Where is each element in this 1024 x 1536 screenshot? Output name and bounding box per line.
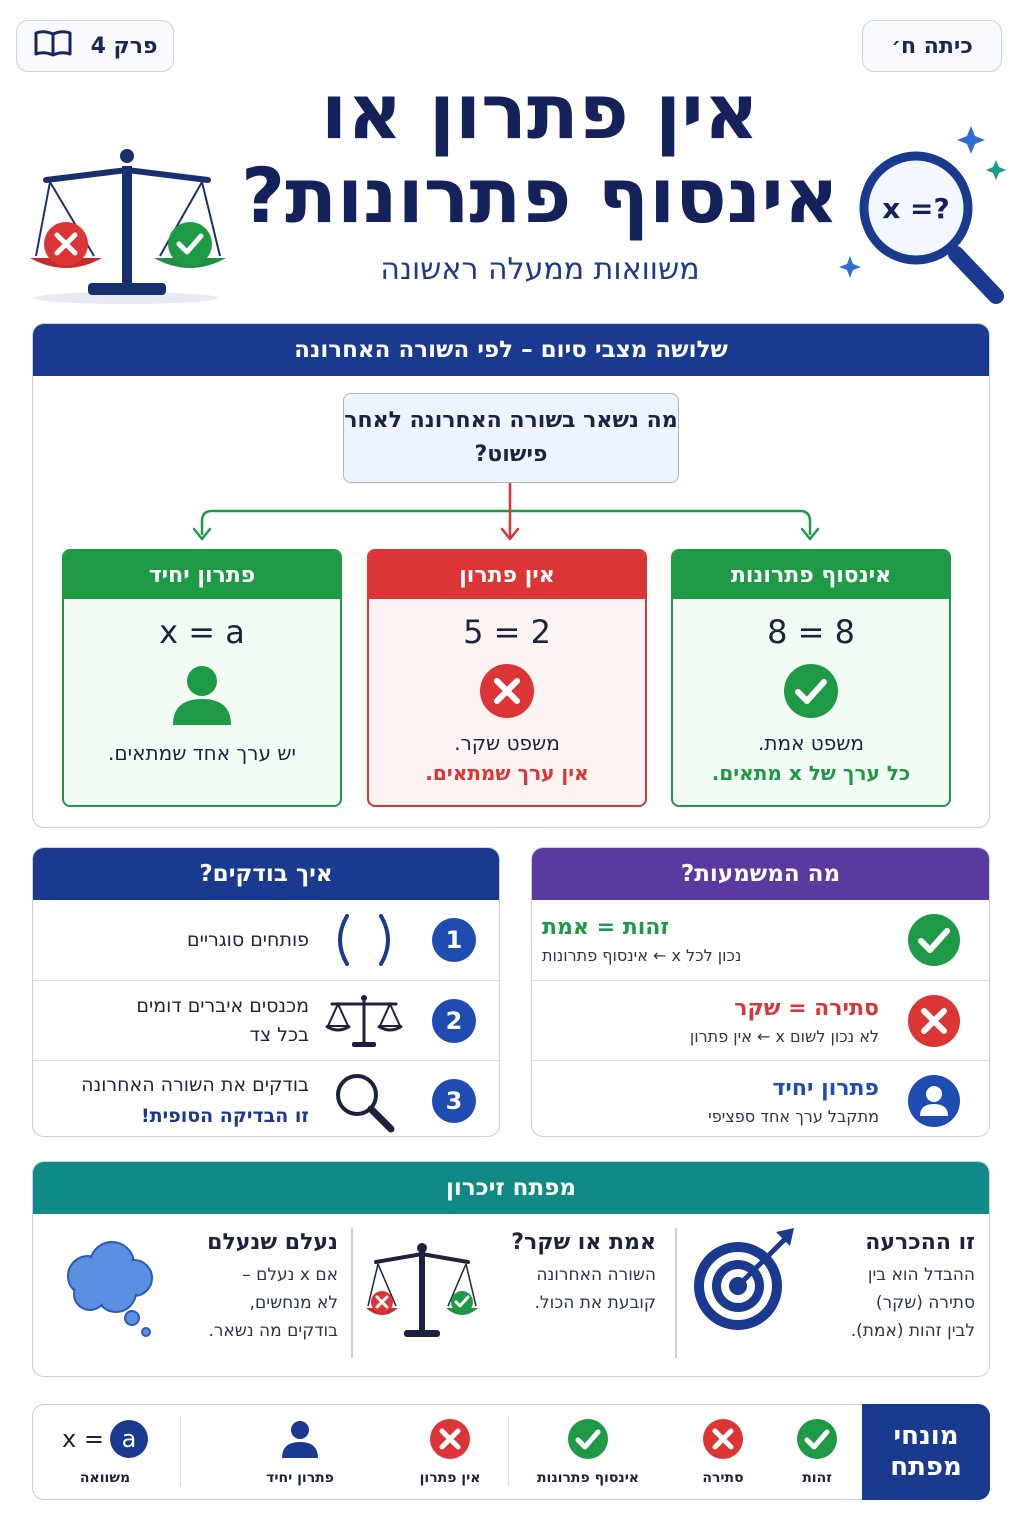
thought-cloud-icon [60, 1236, 160, 1344]
check-icon [673, 663, 949, 719]
card-infinite-title: אינסוף פתרונות [673, 551, 949, 599]
check-icon [879, 913, 989, 967]
key-terms-title [862, 1404, 990, 1500]
divider [180, 1416, 181, 1486]
step-1-text: פותחים סוגריים [186, 929, 309, 951]
scale-illustration [26, 146, 236, 310]
legend-unique [240, 1418, 360, 1486]
page-title-line1: אין פתרון או [321, 67, 759, 156]
check-step-3 [33, 1060, 499, 1137]
outcomes-heading: שלושה מצבי סיום – לפי השורה האחרונה [33, 324, 989, 376]
card-unique-title: פתרון יחיד [64, 551, 340, 599]
x-icon [429, 1418, 471, 1460]
step-number: 2 [432, 999, 476, 1043]
card-none-line2: אין ערך שמתאים. [425, 761, 589, 785]
legend-no-solution-label: אין פתרון [419, 1470, 481, 1486]
step-number: 3 [432, 1079, 476, 1123]
question-text: מה נשאר בשורה האחרונה לאחר פישוט? [344, 407, 678, 467]
parentheses-icon [319, 912, 409, 968]
meaning-identity-sub: נכון לכל x ← אינסוף פתרונות [542, 946, 742, 965]
meaning-row-identity [532, 900, 989, 980]
memory-truefalse-title: אמת או שקר? [511, 1230, 656, 1255]
legend-equation-label: משוואה [79, 1470, 131, 1486]
legend-contradiction [683, 1418, 763, 1486]
check-step-1 [33, 900, 499, 980]
memory-item-vanishing-x [168, 1230, 338, 1362]
person-icon [64, 663, 340, 725]
step-3-line1: בודקים את השורה האחרונה [81, 1074, 309, 1097]
meaning-panel [531, 847, 990, 1137]
meaning-contradiction-title: סתירה = שקר [734, 995, 879, 1021]
branch-arrows [190, 483, 830, 549]
card-no-solution [367, 549, 647, 807]
check-icon [796, 1418, 838, 1460]
legend-contradiction-label: סתירה [702, 1470, 744, 1486]
grade-badge [862, 20, 1002, 72]
meaning-unique-sub: מתקבל ערך אחד ספציפי [708, 1106, 879, 1126]
legend-equation [50, 1418, 160, 1486]
check-icon [567, 1418, 609, 1460]
card-infinite-solutions [671, 549, 951, 807]
x-icon [369, 663, 645, 719]
balance-scale-icon [319, 992, 409, 1050]
legend-infinite [520, 1418, 656, 1486]
meaning-unique-title: פתרון יחיד [772, 1075, 879, 1101]
legend-infinite-label: אינסוף פתרונות [536, 1470, 640, 1486]
meaning-contradiction-sub: לא נכון לשום x ← אין פתרון [689, 1026, 879, 1046]
legend-identity [777, 1418, 857, 1486]
memory-vanishing-line2: לא מנחשים, [249, 1293, 338, 1314]
memory-decision-line3: לבין זהות (אמת). [850, 1321, 975, 1342]
meaning-identity-title: זהות = אמת [542, 915, 670, 940]
key-terms-title-line2: מפתח [890, 1452, 962, 1482]
memory-item-decision [805, 1230, 975, 1362]
person-icon [879, 1074, 989, 1128]
person-icon [279, 1418, 321, 1460]
legend-no-solution [390, 1418, 510, 1486]
step-number: 1 [432, 918, 476, 962]
check-heading: איך בודקים? [33, 848, 499, 900]
divider [351, 1228, 353, 1358]
card-infinite-line1: משפט אמת. [757, 731, 865, 755]
page-title-line2: אינסוף פתרונות? [241, 151, 839, 240]
scale-true-false-icon [364, 1240, 480, 1344]
card-unique-line1: יש ערך אחד שמתאים. [108, 741, 296, 765]
question-box [343, 393, 679, 483]
step-2-line1: מכנסים איברים דומים [136, 995, 309, 1017]
divider [675, 1228, 677, 1358]
memory-decision-line2: סתירה (שקר) [875, 1293, 975, 1314]
x-icon [879, 994, 989, 1048]
memory-key-heading: מפתח זיכרון [33, 1162, 989, 1214]
book-icon [33, 28, 73, 64]
memory-vanishing-title: נעלם שנעלם [207, 1230, 338, 1255]
card-infinite-equation: 8 = 8 [767, 613, 855, 651]
chapter-badge [16, 20, 174, 72]
card-infinite-line2: כל ערך של x מתאים. [711, 761, 911, 785]
memory-decision-line1: ההבדל הוא בין [867, 1265, 975, 1285]
card-none-line1: משפט שקר. [454, 731, 560, 755]
card-unique-solution [62, 549, 342, 807]
grade-label: כיתה ח׳ [891, 33, 973, 59]
meaning-row-unique [532, 1060, 989, 1137]
equation-icon-a: a [110, 1420, 148, 1458]
equation-icon [62, 1418, 148, 1460]
page-subtitle: משוואות ממעלה ראשונה [380, 252, 700, 287]
check-panel [32, 847, 500, 1137]
equation-icon-x: x = [62, 1425, 104, 1453]
target-icon [692, 1226, 802, 1342]
legend-identity-label: זהות [802, 1470, 832, 1486]
key-terms-title-line1: מונחי [893, 1420, 959, 1451]
magnifier-illustration [836, 116, 1016, 320]
memory-item-true-false [486, 1230, 656, 1362]
memory-decision-title: זו ההכרעה [865, 1230, 975, 1255]
magnifier-equation: x =? [882, 192, 950, 225]
magnifier-icon [319, 1069, 409, 1133]
chapter-label: פרק 4 [90, 33, 158, 59]
memory-vanishing-line3: בודקים מה נשאר. [208, 1321, 338, 1342]
memory-truefalse-line2: קובעת את הכול. [534, 1293, 656, 1314]
step-3-line2: זו הבדיקה הסופית! [140, 1104, 309, 1127]
legend-unique-label: פתרון יחיד [266, 1470, 334, 1486]
step-2-line2: בכל צד [249, 1023, 309, 1046]
x-icon [702, 1418, 744, 1460]
meaning-heading: מה המשמעות? [532, 848, 989, 900]
card-none-title: אין פתרון [369, 551, 645, 599]
meaning-row-contradiction [532, 980, 989, 1060]
check-step-2 [33, 980, 499, 1060]
memory-vanishing-line1: אם x נעלם – [242, 1265, 338, 1285]
card-unique-equation: x = a [159, 613, 245, 651]
card-none-equation: 5 = 2 [463, 613, 551, 651]
memory-truefalse-line1: השורה האחרונה [536, 1265, 656, 1285]
